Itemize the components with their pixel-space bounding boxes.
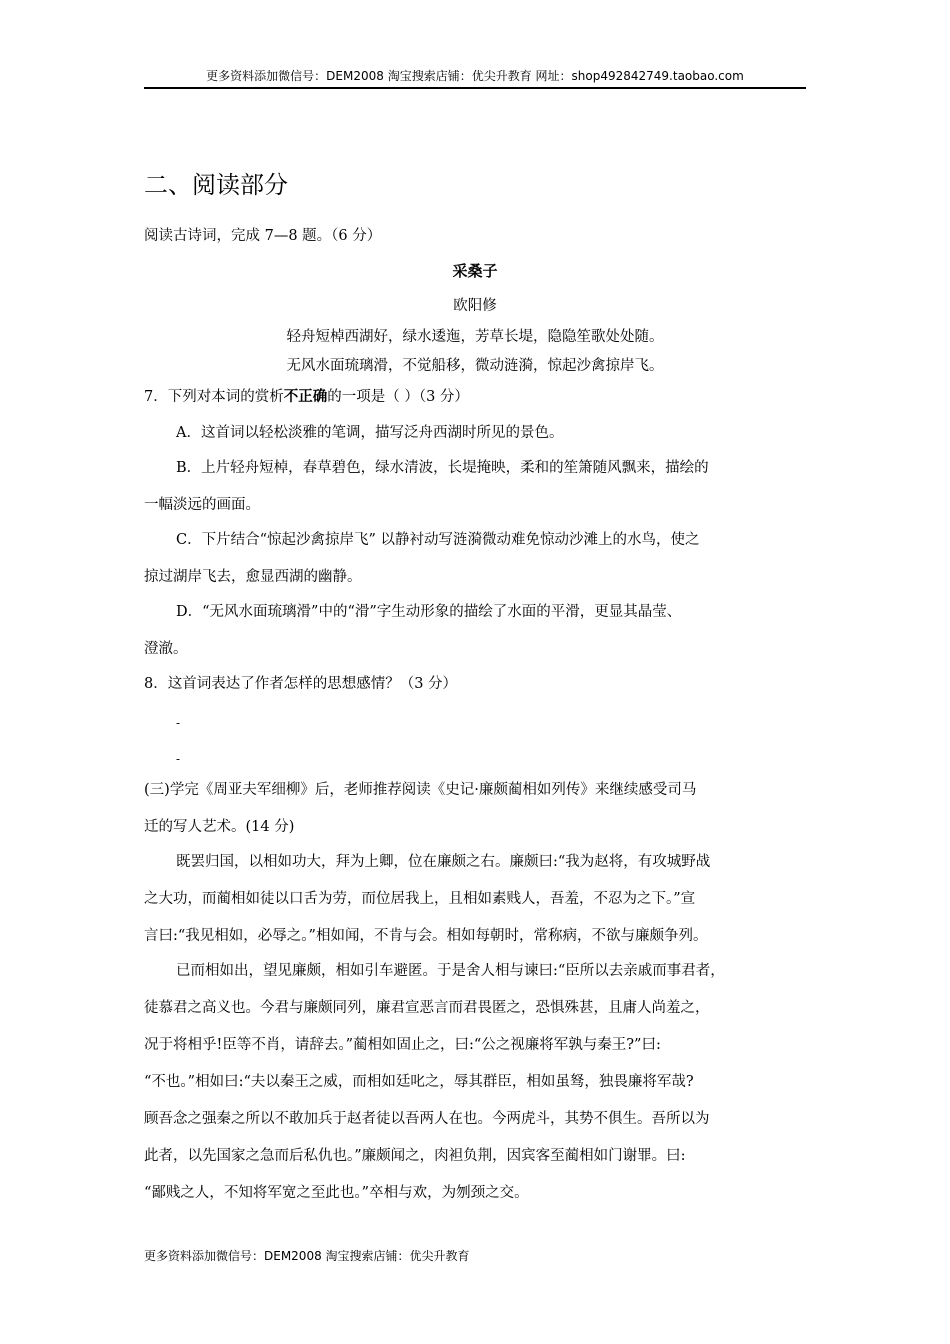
poem-line-1: 轻舟短棹西湖好，绿水逶迤，芳草长堤，隐隐笙歌处处随。 <box>286 329 664 345</box>
passage-p2-line3: 况于将相乎!臣等不肖，请辞去。”蔺相如固止之，曰:“公之视廉将军孰与秦王?”曰: <box>144 1037 661 1053</box>
q7-option-a: A．这首词以轻松淡雅的笔调，描写泛舟西湖时所见的景色。 <box>176 425 564 441</box>
q7-option-b-line2: 一幅淡远的画面。 <box>144 497 260 513</box>
answer-line-2: - <box>176 752 181 766</box>
page-footer: 更多资料添加微信号：DEM2008 淘宝搜索店铺：优尖升教育 <box>144 1249 470 1263</box>
page-header: 更多资料添加微信号：DEM2008 淘宝搜索店铺：优尖升教育 网址：shop492842749.taobao.com <box>206 69 744 83</box>
answer-line-1: - <box>176 716 181 730</box>
part3-intro-line2: 迁的写人艺术。(14 分) <box>144 819 295 835</box>
passage-p1-line3: 言曰:“我见相如，必辱之。”相如闻，不肯与会。相如每朝时，常称病，不欲与廉颇争列。 <box>144 928 708 944</box>
passage-p2-line2: 徒慕君之高义也。今君与廉颇同列，廉君宣恶言而君畏匿之，恐惧殊甚，且庸人尚羞之， <box>144 1000 710 1016</box>
poem-title: 采桑子 <box>452 262 498 280</box>
q7-suffix: 的一项是（ ）（3 分） <box>327 389 469 405</box>
question-8: 8．这首词表达了作者怎样的思想感情？（3 分） <box>144 676 458 692</box>
q7-option-d-line1: D．“无风水面琉璃滑”中的“滑”字生动形象的描绘了水面的平滑，更显其晶莹、 <box>176 604 682 620</box>
q7-option-c-line1: C．下片结合“惊起沙禽掠岸飞” 以静衬动写涟漪微动难免惊动沙滩上的水鸟，使之 <box>176 532 700 548</box>
passage-p2-line7: “鄙贱之人，不知将军宽之至此也。”卒相与欢，为刎颈之交。 <box>144 1185 529 1201</box>
poem-intro: 阅读古诗词，完成 7—8 题。（6 分） <box>144 228 382 244</box>
q7-prefix: 7．下列对本词的赏析 <box>144 389 284 405</box>
poem-author: 欧阳修 <box>453 298 497 314</box>
q7-option-d-line2: 澄澈。 <box>144 641 188 657</box>
q7-option-c-line2: 掠过湖岸飞去，愈显西湖的幽静。 <box>144 569 362 585</box>
passage-p2-line1: 已而相如出，望见廉颇，相如引车避匿。于是舍人相与谏曰:“臣所以去亲戚而事君者， <box>176 963 725 979</box>
passage-p1-line1: 既罢归国，以相如功大，拜为上卿，位在廉颇之右。廉颇曰:“我为赵将，有攻城野战 <box>176 854 711 870</box>
q7-emphasis: 不正确 <box>283 389 328 405</box>
header-rule <box>144 87 806 89</box>
passage-p2-line6: 此者，以先国家之急而后私仇也。”廉颇闻之，肉袒负荆，因宾客至蔺相如门谢罪。曰: <box>144 1148 686 1164</box>
poem-line-2: 无风水面琉璃滑，不觉船移，微动涟漪，惊起沙禽掠岸飞。 <box>286 358 664 374</box>
passage-p2-line4: “不也。”相如曰:“夫以秦王之威，而相如廷叱之，辱其群臣，相如虽驽，独畏廉将军哉? <box>144 1074 694 1090</box>
passage-p1-line2: 之大功，而蔺相如徒以口舌为劳，而位居我上，且相如素贱人，吾羞，不忍为之下。”宣 <box>144 891 696 907</box>
q7-option-b-line1: B．上片轻舟短棹，春草碧色，绿水清波，长堤掩映，柔和的笙箫随风飘来，描绘的 <box>176 460 709 476</box>
passage-p2-line5: 顾吾念之强秦之所以不敢加兵于赵者徒以吾两人在也。今两虎斗，其势不俱生。吾所以为 <box>144 1111 710 1127</box>
section-title: 二、阅读部分 <box>144 171 288 199</box>
part3-intro-line1: (三)学完《周亚夫军细柳》后，老师推荐阅读《史记·廉颇蔺相如列传》来继续感受司马 <box>144 782 697 798</box>
question-7 <box>144 386 469 408</box>
